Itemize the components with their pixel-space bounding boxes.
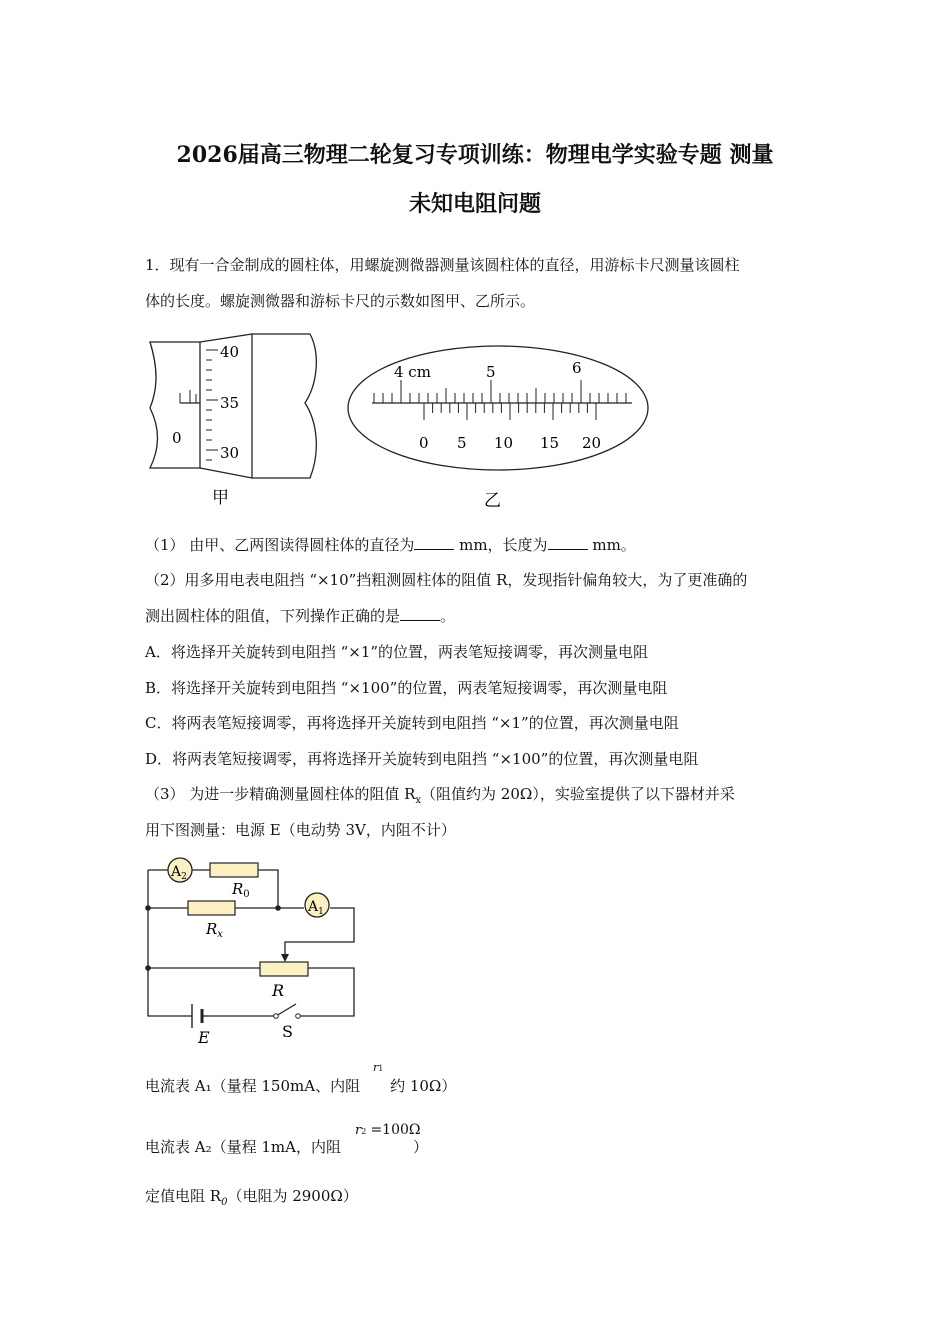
equipment-r0-sub: 0 bbox=[221, 1197, 228, 1208]
option-c: C．将两表笔短接调零，再将选择开关旋转到电阻挡 “×1”的位置，再次测量电阻 bbox=[145, 714, 679, 732]
resistor-rx bbox=[188, 901, 235, 915]
thimble-tick-30: 30 bbox=[220, 444, 240, 462]
thimble-tick-40: 40 bbox=[220, 343, 240, 361]
part3-text-a: （3） 为进一步精确测量圆柱体的阻值 R bbox=[145, 785, 416, 803]
battery-label: E bbox=[198, 1028, 210, 1047]
switch-label: S bbox=[282, 1022, 293, 1041]
main-label-4cm: 4 cm bbox=[394, 363, 431, 381]
equipment-r0 bbox=[145, 1185, 358, 1208]
main-label-6: 6 bbox=[572, 359, 582, 377]
q1-part3-line-2: 用下图测量：电源 E（电动势 3V，内阻不计） bbox=[145, 821, 456, 839]
part3-rx-sub: x bbox=[415, 795, 422, 806]
r1-letter: r bbox=[373, 1061, 379, 1074]
vernier-label-0: 0 bbox=[419, 434, 429, 452]
resistor-r0-sub: 0 bbox=[243, 889, 250, 900]
length-answer-blank[interactable] bbox=[548, 535, 588, 550]
r2-letter: r bbox=[355, 1123, 362, 1138]
main-label-5: 5 bbox=[486, 363, 496, 381]
doc-title-line-2: 未知电阻问题 bbox=[408, 191, 541, 217]
resistor-rx-letter: R bbox=[206, 920, 218, 938]
vernier-label-20: 20 bbox=[582, 434, 602, 452]
doc-title-line-1: 2026届高三物理二轮复习专项训练：物理电学实验专题 测量 bbox=[176, 142, 774, 168]
rheostat-r bbox=[260, 962, 308, 976]
q1-part2-line-2 bbox=[145, 605, 455, 626]
fig-caption-yi: 乙 bbox=[484, 491, 501, 511]
option-d: D．将两表笔短接调零，再将选择开关旋转到电阻挡 “×100”的位置，再次测量电阻 bbox=[145, 750, 699, 768]
vernier-label-5: 5 bbox=[457, 434, 467, 452]
ammeter-a2-letter: A bbox=[171, 864, 182, 880]
svg-text:R0 bbox=[231, 880, 250, 900]
ammeter-a1-sub: 1 bbox=[318, 907, 324, 917]
option-a: A．将选择开关旋转到电阻挡 “×1”的位置，两表笔短接调零，再次测量电阻 bbox=[145, 643, 649, 661]
choice-answer-blank[interactable] bbox=[400, 606, 440, 621]
equipment-a2-text-b: ） bbox=[412, 1138, 428, 1156]
q1-part3-line-1 bbox=[145, 783, 735, 806]
sleeve-zero-label: 0 bbox=[172, 429, 182, 447]
micrometer-figure bbox=[140, 328, 330, 513]
fig-caption-jia: 甲 bbox=[212, 488, 229, 508]
circuit-diagram bbox=[140, 850, 365, 1050]
resistor-r0 bbox=[210, 863, 258, 877]
equipment-a2-text-a: 电流表 A₂（量程 1mA，内阻 bbox=[145, 1138, 341, 1156]
q1-intro-line-1: 1．现有一合金制成的圆柱体，用螺旋测微器测量该圆柱体的直径，用游标卡尺测量该圆柱 bbox=[145, 256, 740, 274]
vernier-caliper-figure bbox=[344, 336, 656, 514]
r1-symbol bbox=[373, 1061, 383, 1074]
equipment-r0-text-a: 定值电阻 R bbox=[145, 1187, 222, 1205]
diameter-answer-blank[interactable] bbox=[414, 535, 454, 550]
vernier-label-15: 15 bbox=[540, 434, 560, 452]
ammeter-a2-sub: 2 bbox=[181, 872, 187, 882]
vernier-label-10: 10 bbox=[494, 434, 514, 452]
r2-value: =100Ω bbox=[370, 1122, 421, 1138]
q1-part1 bbox=[145, 534, 636, 555]
part2-text-a: 测出圆柱体的阻值，下列操作正确的是 bbox=[145, 607, 401, 625]
r2-sub: 2 bbox=[361, 1127, 367, 1136]
part1-text-a: （1） 由甲、乙两图读得圆柱体的直径为 bbox=[145, 536, 415, 554]
svg-text:Rx bbox=[205, 920, 223, 940]
part2-text-b: 。 bbox=[440, 607, 456, 625]
rheostat-label: R bbox=[272, 981, 285, 1000]
equipment-a1 bbox=[145, 1075, 456, 1096]
resistor-r0-letter: R bbox=[232, 880, 244, 898]
equipment-a1-text-a: 电流表 A₁（量程 150mA、内阻 bbox=[145, 1077, 361, 1095]
resistor-rx-sub: x bbox=[217, 929, 223, 940]
part1-text-c: mm。 bbox=[592, 536, 636, 554]
r2-symbol bbox=[355, 1122, 421, 1138]
q1-part2-line-1: （2）用多用电表电阻挡 “×10”挡粗测圆柱体的阻值 R，发现指针偏角较大，为了更准确的 bbox=[145, 571, 748, 589]
equipment-r0-text-b: （电阻为 2900Ω） bbox=[227, 1187, 358, 1205]
part3-text-b: （阻值约为 20Ω），实验室提供了以下器材并采 bbox=[421, 785, 735, 803]
part1-text-b: mm，长度为 bbox=[459, 536, 548, 554]
r1-sub: 1 bbox=[378, 1064, 384, 1073]
equipment-a1-text-b: 约 10Ω） bbox=[390, 1077, 457, 1095]
option-b: B．将选择开关旋转到电阻挡 “×100”的位置，两表笔短接调零，再次测量电阻 bbox=[145, 679, 668, 697]
ammeter-a1-letter: A bbox=[308, 899, 319, 915]
equipment-a2 bbox=[145, 1136, 428, 1157]
thimble-tick-35: 35 bbox=[220, 394, 240, 412]
q1-intro-line-2: 体的长度。螺旋测微器和游标卡尺的示数如图甲、乙所示。 bbox=[145, 292, 536, 310]
